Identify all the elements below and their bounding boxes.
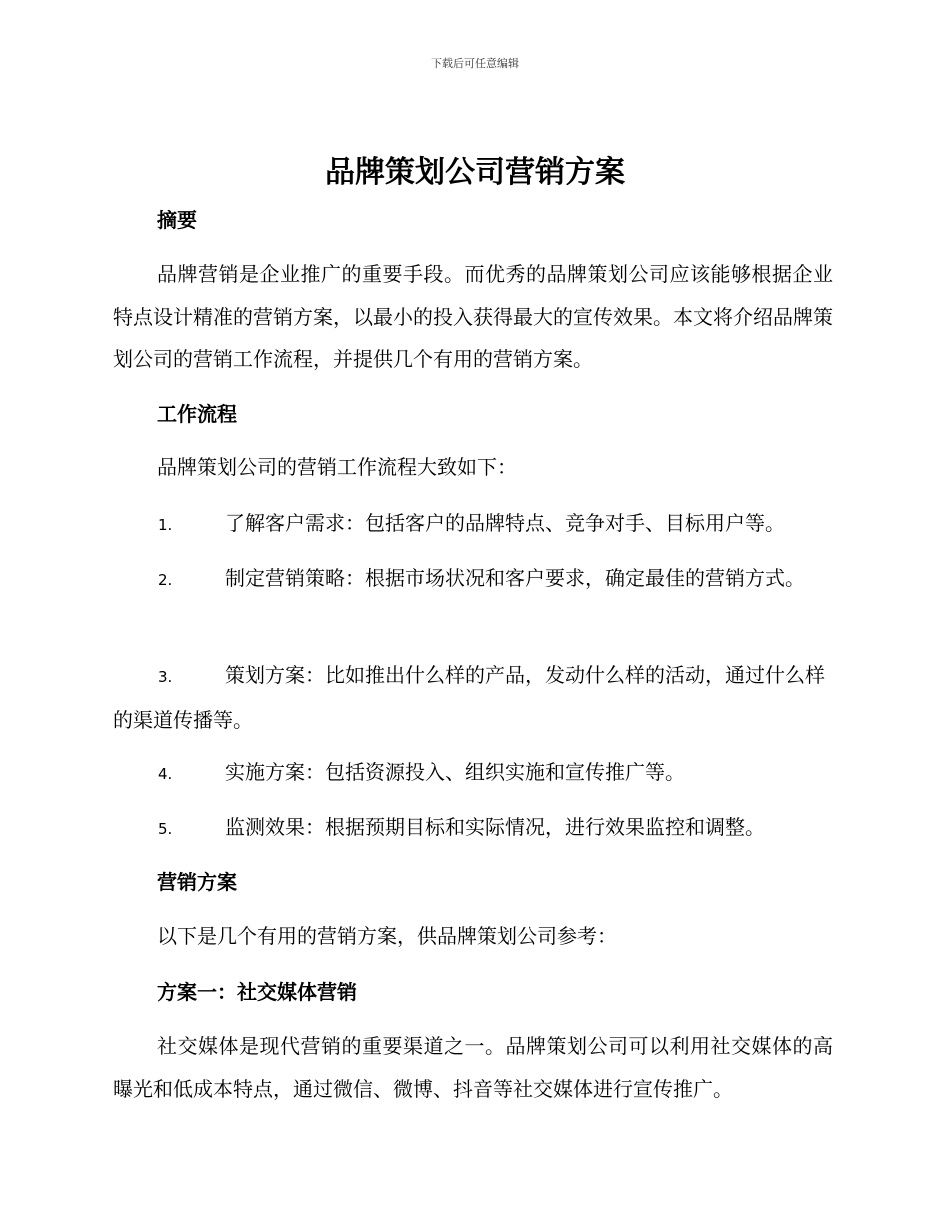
- step-text: 了解客户需求：包括客户的品牌特点、竞争对手、目标用户等。: [225, 511, 785, 535]
- plan1-heading: 方案一：社交媒体营销: [157, 980, 357, 1004]
- workflow-step: [113, 654, 833, 741]
- marketing-intro: 以下是几个有用的营销方案，供品牌策划公司参考：: [157, 924, 617, 948]
- workflow-step: [113, 806, 833, 851]
- workflow-step: [113, 751, 833, 796]
- step-number: 4.: [158, 765, 173, 783]
- step-number: 2.: [158, 571, 173, 589]
- workflow-step: [113, 557, 833, 602]
- abstract-heading: 摘要: [157, 208, 197, 232]
- page-header-note: 下载后可任意编辑: [431, 57, 519, 70]
- step-number: 3.: [158, 668, 173, 686]
- abstract-paragraph: 品牌营销是企业推广的重要手段。而优秀的品牌策划公司应该能够根据企业特点设计精准的营销方案，以最小的投入获得最大的宣传效果。本文将介绍品牌策划公司的营销工作流程，并提供几个有用的营销方案。: [113, 262, 833, 371]
- step-text: 策划方案：比如推出什么样的产品，发动什么样的活动，通过什么样的渠道传播等。: [113, 663, 825, 732]
- workflow-intro: 品牌策划公司的营销工作流程大致如下：: [157, 455, 517, 479]
- step-text: 实施方案：包括资源投入、组织实施和宣传推广等。: [225, 760, 685, 784]
- step-number: 5.: [158, 820, 173, 838]
- step-text: 制定营销策略：根据市场状况和客户要求，确定最佳的营销方式。: [225, 566, 805, 590]
- document-title: 品牌策划公司营销方案: [325, 155, 625, 190]
- workflow-heading: 工作流程: [157, 402, 237, 426]
- plan1-paragraph: 社交媒体是现代营销的重要渠道之一。品牌策划公司可以利用社交媒体的高曝光和低成本特点，通过微信、微博、抖音等社交媒体进行宣传推广。: [113, 1034, 833, 1101]
- step-number: 1.: [158, 516, 173, 534]
- step-text: 监测效果：根据预期目标和实际情况，进行效果监控和调整。: [225, 815, 765, 839]
- workflow-step: [113, 502, 833, 547]
- marketing-heading: 营销方案: [157, 870, 237, 894]
